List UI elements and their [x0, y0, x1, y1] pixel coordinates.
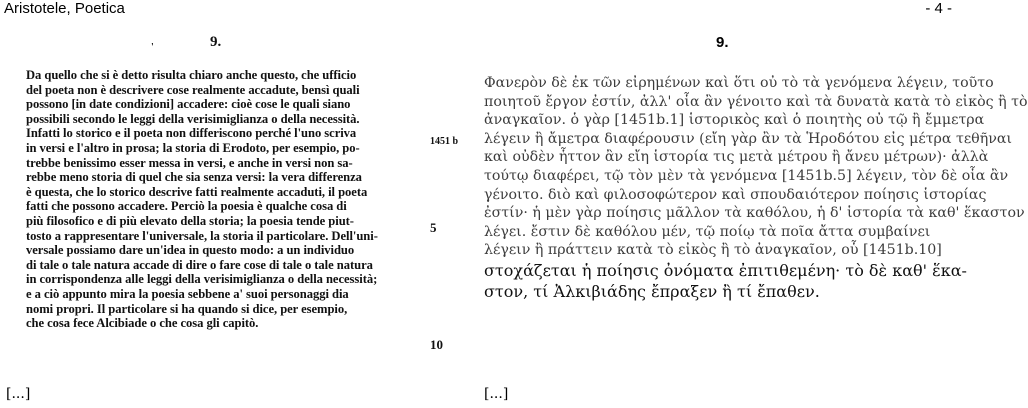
margin-line-10: 10 — [430, 337, 443, 352]
italian-line: Da quello che si è detto risulta chiaro anche questo, che ufficio — [26, 68, 357, 82]
italian-line: trebbe benissimo esser messa in versi, e anche in versi non sa- — [26, 155, 353, 170]
margin-line-5: 5 — [430, 220, 437, 235]
italian-translation-scan — [8, 34, 464, 374]
italian-line: nomi propri. Il particolare si ha quando si dice, per esempio, — [26, 301, 348, 316]
italian-line: possibili secondo le leggi della verisimiglianza o della necessità. — [26, 111, 360, 126]
italian-line: possono [in date condizioni] accadere: cioè cose le quali siano — [26, 97, 351, 112]
ellipsis-left: [...] — [6, 386, 31, 402]
italian-line: di tale o tale natura accade di dire o fare cose di tale o tale natura — [26, 257, 373, 272]
greek-line: Φανερὸν δὲ ἐκ τῶν εἰρημένων καὶ ὅτι οὐ τὸ τὰ γενόμενα λέγειν, τοῦτο — [484, 75, 994, 91]
italian-line: e a ciò appunto mira la poesia sebbene a' suoi personaggi dia — [26, 286, 349, 301]
greek-line: καὶ οὐδὲν ἧττον ἂν εἴη ἱστορία τις μετὰ μέτρου ἢ ἄνευ μέτρων)· ἀλλὰ — [484, 149, 989, 166]
greek-line: ἀναγκαῖον. ὁ γὰρ [1451b.1] ἱστορικὸς καὶ ὁ ποιητὴς οὐ τῷ ἢ ἔμμετρα — [484, 112, 985, 129]
greek-line: τούτῳ διαφέρει, τῷ τὸν μὲν τὰ γενόμενα [1451b.5] λέγειν, τὸν δὲ οἷα ἂν — [484, 167, 1009, 184]
greek-line: λέγει. ἔστιν δὲ καθόλου μέν, τῷ ποίῳ τὰ ποῖα ἄττα συμβαίνει — [484, 223, 931, 240]
greek-line: λέγειν ἢ ἄμετρα διαφέρουσιν (εἴη γὰρ ἂν τὰ Ἡροδότου εἰς μέτρα τεθῆναι — [484, 130, 1012, 147]
italian-line: Infatti lo storico e il poeta non differiscono perché l'uno scriva — [26, 126, 357, 141]
italian-line: è questa, che lo storico descrive fatti realmente accaduti, il poeta — [26, 184, 368, 199]
greek-text — [484, 74, 1028, 302]
header-author-title: Aristotele, Poetica — [4, 0, 125, 17]
page-number: - 4 - — [925, 0, 952, 17]
greek-line: ποιητοῦ ἔργον ἐστίν, ἀλλ' οἷα ἂν γένοιτο καὶ τὰ δυνατὰ κατὰ τὸ εἰκὸς ἢ τὸ — [484, 93, 1028, 110]
italian-line: versale possiamo dare un'idea in questo modo: a un individuo — [26, 243, 355, 258]
italian-line: rebbe meno storia di quel che sia senza versi: la vera differenza — [26, 170, 362, 185]
greek-line: στον, τί Ἀλκιβιάδης ἔπραξεν ἢ τί ἔπαθεν. — [484, 281, 820, 301]
greek-line: ἐστίν· ἡ μὲν γὰρ ποίησις μᾶλλον τὰ καθόλου, ἡ δ' ἱστορία τὰ καθ' ἕκαστον — [484, 205, 1025, 222]
greek-section-number: 9. — [716, 34, 729, 51]
italian-text — [26, 68, 424, 331]
italian-line: tosto a rappresentare l'universale, la storia il particolare. Dell'uni- — [26, 228, 378, 243]
italian-line: più filosofico e di più elevato della storia; la poesia tende piut- — [26, 213, 354, 228]
margin-bekker-1451b: 1451 b — [430, 136, 459, 147]
scan-mark: ' — [151, 42, 154, 53]
italian-line: che cosa fece Alcibiade o che cosa gli capitò. — [26, 316, 259, 331]
italian-line: del poeta non è descrivere cose realmente accadute, bensì quali — [26, 82, 360, 97]
italian-line: in versi e l'altro in prosa; la storia di Erodoto, per esempio, po- — [26, 140, 360, 155]
ellipsis-right: [...] — [484, 386, 509, 402]
greek-line: λέγειν ἢ πράττειν κατὰ τὸ εἰκὸς ἢ τὸ ἀναγκαῖον, οὗ [1451b.10] — [484, 242, 942, 259]
italian-section-number: 9. — [210, 34, 222, 50]
greek-line: γένοιτο. διὸ καὶ φιλοσοφώτερον καὶ σπουδαιότερον ποίησις ἱστορίας — [484, 186, 987, 203]
italian-line: fatti che possono accadere. Perciò la poesia è qualche cosa di — [26, 199, 347, 214]
greek-line: στοχάζεται ἡ ποίησις ὀνόματα ἐπιτιθεμένη· τὸ δὲ καθ' ἕκα- — [484, 260, 967, 280]
italian-line: in corrispondenza alle leggi della verisimiglianza o della necessità; — [26, 272, 378, 287]
